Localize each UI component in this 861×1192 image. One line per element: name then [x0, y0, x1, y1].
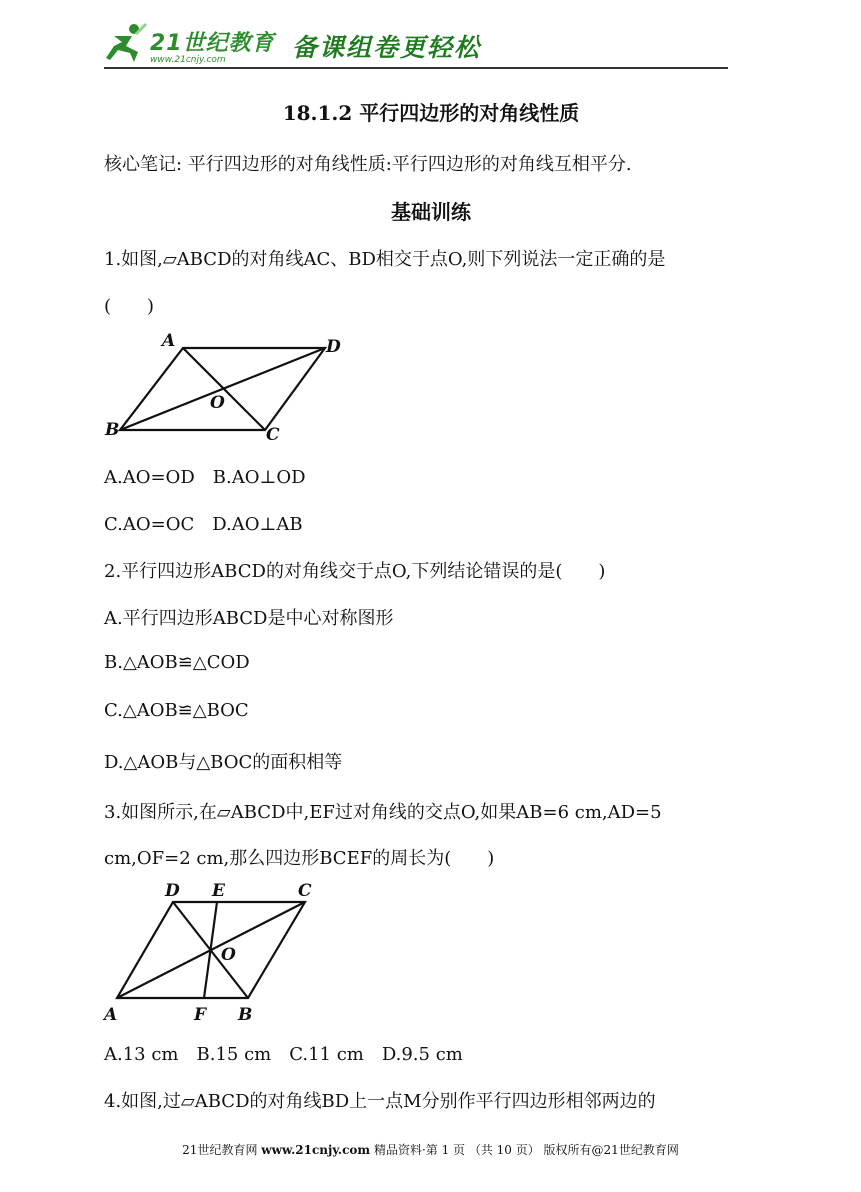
q2-option-b: B.△AOB≌△COD [104, 652, 250, 673]
q2-stem: 2.平行四边形ABCD的对角线交于点O,下列结论错误的是( ) [104, 561, 606, 582]
q3-label-c: C [298, 881, 312, 901]
page-footer [0, 1141, 861, 1158]
q1-parallelogram-figure [100, 328, 360, 446]
logo-text: 21世纪教育 [150, 31, 275, 56]
footer-rest: 精品资料·第 1 页 （共 10 页） 版权所有@21世纪教育网 [373, 1143, 679, 1157]
section-heading: 基础训练 [391, 200, 471, 224]
q3-label-a: A [104, 1005, 118, 1025]
q1-answer-paren: ( ) [104, 296, 155, 317]
q1-stem: 1.如图,▱ABCD的对角线AC、BD相交于点O,则下列说法一定正确的是 [104, 249, 666, 270]
q3-stem-line1: 3.如图所示,在▱ABCD中,EF过对角线的交点O,如果AB=6 cm,AD=5 [104, 802, 662, 823]
q3-parallelogram-figure [100, 878, 330, 1026]
q3-label-d: D [165, 881, 180, 901]
page-title: 18.1.2 平行四边形的对角线性质 [282, 101, 580, 125]
core-note: 核心笔记: 平行四边形的对角线性质:平行四边形的对角线互相平分. [104, 154, 632, 175]
q3-label-e: E [212, 881, 225, 901]
header-divider [104, 67, 728, 69]
runner-logo-icon [104, 22, 148, 66]
q1-label-b: B [105, 420, 120, 440]
q1-label-a: A [162, 331, 176, 351]
q2-option-c: C.△AOB≌△BOC [104, 700, 249, 721]
q3-stem-line2: cm,OF=2 cm,那么四边形BCEF的周长为( ) [104, 848, 495, 869]
header-slogan: 备课组卷更轻松 [292, 33, 482, 62]
q2-option-d: D.△AOB与△BOC的面积相等 [104, 752, 343, 773]
q1-options-ab: A.AO=OD B.AO⊥OD [104, 467, 306, 488]
footer-left: 21世纪教育网 [182, 1143, 258, 1157]
q1-label-o: O [210, 393, 225, 413]
q1-options-cd: C.AO=OC D.AO⊥AB [104, 514, 303, 535]
q2-option-a: A.平行四边形ABCD是中心对称图形 [104, 608, 394, 629]
footer-site-link[interactable]: www.21cnjy.com [261, 1143, 371, 1157]
q3-options: A.13 cm B.15 cm C.11 cm D.9.5 cm [104, 1044, 463, 1065]
logo-url: www.21cnjy.com [150, 55, 226, 65]
page-header [104, 22, 728, 72]
q4-stem: 4.如图,过▱ABCD的对角线BD上一点M分别作平行四边形相邻两边的 [104, 1091, 656, 1112]
q3-label-f: F [194, 1005, 207, 1025]
q3-label-o: O [221, 945, 236, 965]
q3-label-b: B [238, 1005, 253, 1025]
q1-label-c: C [266, 425, 280, 445]
q1-label-d: D [326, 337, 341, 357]
